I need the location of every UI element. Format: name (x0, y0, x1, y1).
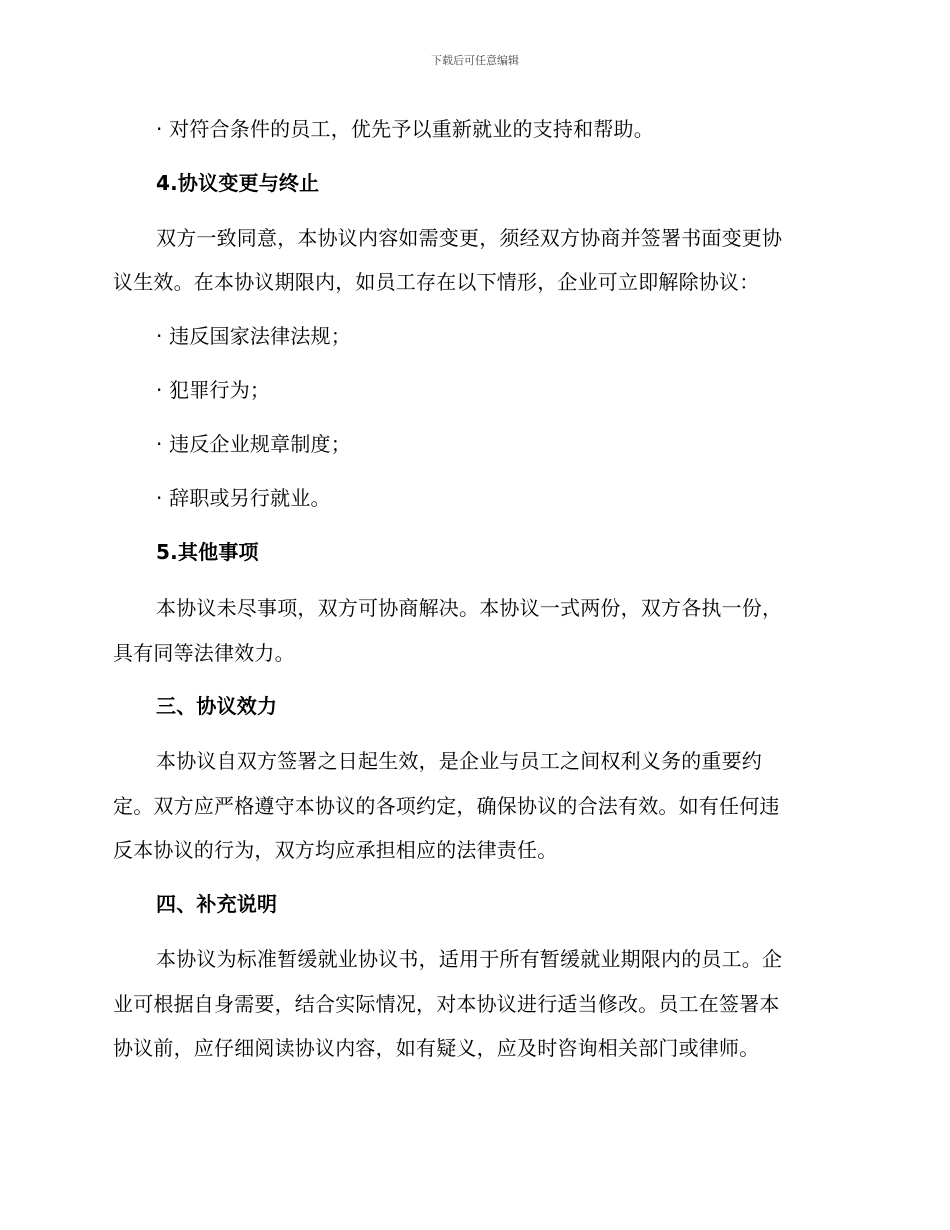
section-heading: 4.协议变更与终止 (156, 171, 320, 195)
paragraph-line: 本协议为标准暂缓就业协议书，适用于所有暂缓就业期限内的员工。企 (156, 947, 783, 971)
section-heading: 三、协议效力 (156, 694, 278, 718)
bullet-item: · 辞职或另行就业。 (156, 486, 331, 510)
bullet-item: · 犯罪行为； (156, 378, 271, 402)
paragraph-line: 双方一致同意，本协议内容如需变更，须经双方协商并签署书面变更协 (156, 226, 783, 250)
paragraph-line: 反本协议的行为，双方均应承担相应的法律责任。 (113, 838, 558, 862)
paragraph-line: 定。双方应严格遵守本协议的各项约定，确保协议的合法有效。如有任何违 (113, 794, 780, 818)
paragraph-line: 议生效。在本协议期限内，如员工存在以下情形，企业可立即解除协议： (113, 270, 760, 294)
section-heading: 四、补充说明 (156, 892, 278, 916)
paragraph-line: 具有同等法律效力。 (113, 641, 295, 665)
paragraph-line: 本协议未尽事项，双方可协商解决。本协议一式两份，双方各执一份， (156, 596, 783, 620)
bullet-item: · 违反国家法律法规； (156, 324, 351, 348)
bullet-item: · 违反企业规章制度； (156, 432, 351, 456)
paragraph-line: 本协议自双方签署之日起生效，是企业与员工之间权利义务的重要约 (156, 749, 762, 773)
paragraph-line: 协议前，应仔细阅读协议内容，如有疑义，应及时咨询相关部门或律师。 (113, 1036, 760, 1060)
paragraph-line: 业可根据自身需要，结合实际情况，对本协议进行适当修改。员工在签署本 (113, 992, 780, 1016)
bullet-item: · 对符合条件的员工，优先予以重新就业的支持和帮助。 (156, 117, 654, 141)
page-header: 下载后可任意编辑 (431, 54, 519, 67)
section-heading: 5.其他事项 (156, 540, 259, 564)
